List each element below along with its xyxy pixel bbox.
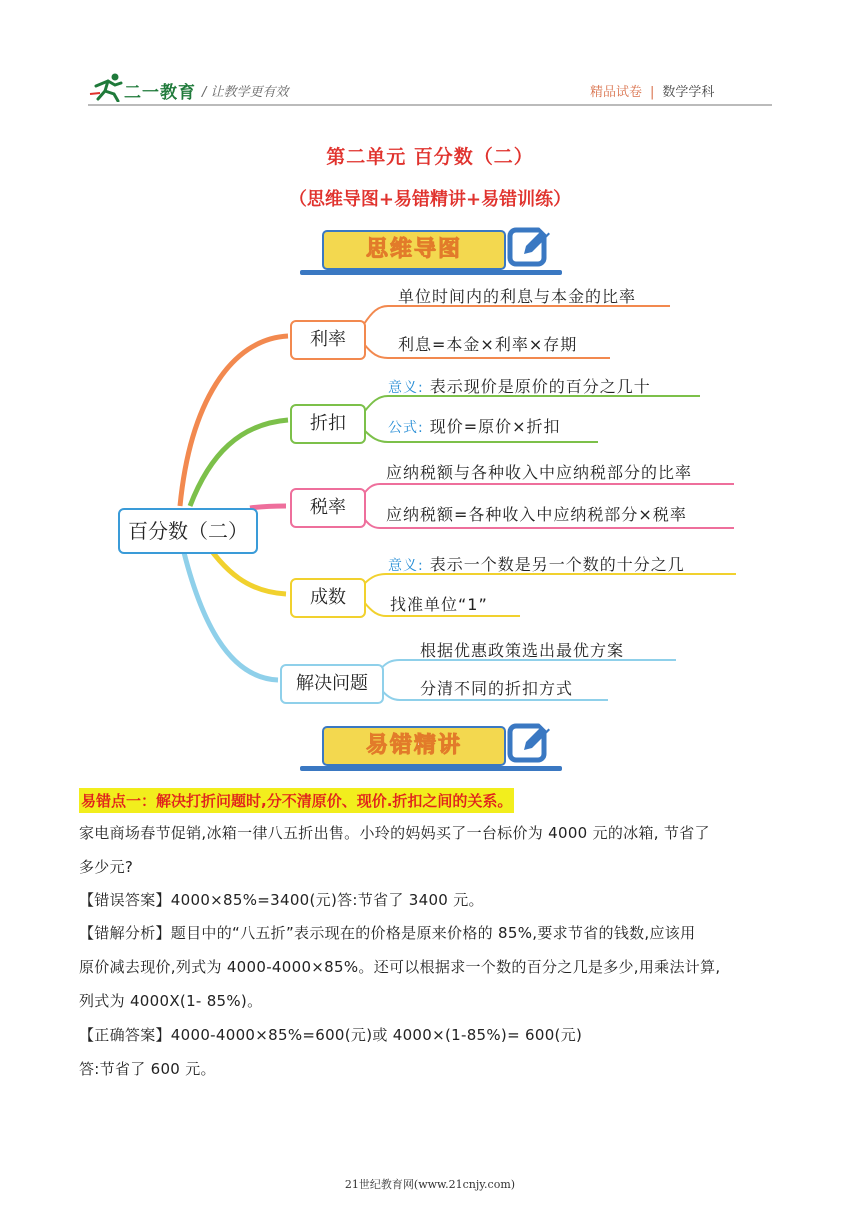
pencil-edit-icon (506, 222, 554, 270)
problem-line-2: 多少元? (79, 858, 134, 876)
leaf-text: 表示现价是原价的百分之几十 (429, 377, 651, 396)
banner-underline (300, 270, 562, 275)
analysis-line-3: 列式为 4000X(1- 85%)。 (79, 992, 263, 1010)
logo-text: 二一教育 (124, 83, 196, 103)
leaf-text: 现价=原价×折扣 (429, 417, 561, 436)
analysis-line-2: 原价减去现价,列式为 4000-4000×85%。还可以根据求一个数的百分之几是多少,用乘法计算, (79, 958, 721, 976)
mindmap-root: 百分数（二） (118, 508, 258, 554)
wrong-answer: 【错误答案】4000×85%=3400(元)答:节省了 3400 元。 (79, 891, 484, 909)
leaf-discount-methods: 分清不同的折扣方式 (420, 679, 574, 698)
leaf-discount-meaning (388, 374, 651, 397)
leaf-tax-def: 应纳税额与各种收入中应纳税部分的比率 (386, 463, 693, 482)
errors-banner (300, 718, 564, 774)
pencil-edit-icon (506, 718, 554, 766)
leaf-interest-def: 单位时间内的利息与本金的比率 (398, 287, 637, 306)
leaf-best-plan: 根据优惠政策选出最优方案 (420, 641, 625, 660)
leaf-tag: 公式: (388, 420, 424, 436)
leaf-interest-formula: 利息=本金×利率×存期 (398, 335, 578, 354)
header-divider (88, 104, 772, 106)
branch-tax-rate: 税率 (290, 488, 366, 528)
errors-banner-label: 易错精讲 (322, 726, 506, 766)
leaf-tax-formula: 应纳税额=各种收入中应纳税部分×税率 (386, 505, 687, 524)
problem-line-1: 家电商场春节促销,冰箱一律八五折出售。小玲的妈妈买了一台标价为 4000 元的冰箱, 节省了 (79, 824, 710, 842)
header-subject: 数学学科 (662, 85, 715, 100)
header-right (590, 81, 714, 100)
mindmap-banner-label: 思维导图 (322, 230, 506, 270)
header-slogan: / 让教学更有效 (202, 85, 289, 100)
header-premium: 精品试卷 (590, 85, 643, 100)
answer-line: 答:节省了 600 元。 (79, 1060, 216, 1078)
analysis-line-1: 【错解分析】题目中的“八五折”表示现在的价格是原来价格的 85%,要求节省的钱数,应该用 (79, 924, 696, 942)
leaf-percentage-unit: 找准单位“1” (390, 595, 488, 614)
leaf-tag: 意义: (388, 380, 424, 396)
leaf-discount-formula (388, 414, 561, 437)
page-footer: 21世纪教育网(www.21cnjy.com) (344, 1178, 516, 1191)
banner-underline (300, 766, 562, 771)
mind-map (110, 284, 760, 704)
leaf-percentage-meaning (388, 552, 685, 575)
leaf-text: 表示一个数是另一个数的十分之几 (429, 555, 685, 574)
mindmap-banner (300, 222, 564, 278)
branch-problem-solving: 解决问题 (280, 664, 384, 704)
branch-discount: 折扣 (290, 404, 366, 444)
branch-interest-rate: 利率 (290, 320, 366, 360)
page-title: 第二单元 百分数（二） (326, 146, 534, 168)
page-subtitle: （思维导图+易错精讲+易错训练） (288, 189, 572, 210)
correct-answer: 【正确答案】4000-4000×85%=600(元)或 4000×(1-85%)= 600(元) (79, 1026, 583, 1044)
branch-percentage: 成数 (290, 578, 366, 618)
error-point-heading: 易错点一：解决打折问题时,分不清原价、现价.折扣之间的关系。 (79, 788, 514, 813)
header-separator: | (650, 85, 655, 100)
runner-logo-icon (88, 72, 128, 102)
leaf-tag: 意义: (388, 558, 424, 574)
